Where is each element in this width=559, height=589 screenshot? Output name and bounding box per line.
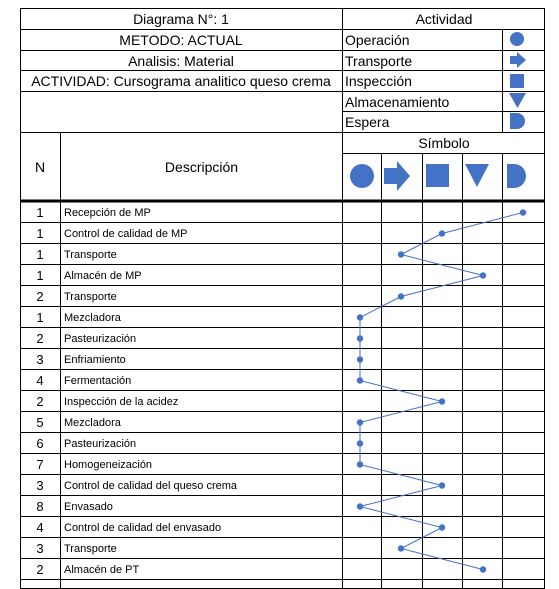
triangle-down-icon	[465, 164, 489, 187]
row-number: 2	[36, 562, 44, 577]
row-description: Recepción de MP	[64, 206, 151, 219]
flow-point	[398, 293, 404, 299]
legend-wait: Espera	[345, 114, 390, 130]
square-icon	[426, 164, 449, 187]
flow-point	[398, 545, 404, 551]
row-description: Transporte	[64, 290, 117, 303]
row-number: 1	[36, 268, 44, 283]
column-symbol-header: Símbolo	[418, 135, 470, 151]
row-description: Enfriamiento	[64, 353, 126, 366]
legend-storage: Almacenamiento	[345, 93, 450, 110]
circle-icon	[510, 32, 524, 46]
analysis-label: Analisis: Material	[128, 52, 234, 69]
column-n-header: N	[34, 159, 46, 175]
flow-point	[357, 440, 363, 446]
circle-icon	[350, 164, 374, 188]
row-number: 3	[36, 541, 44, 556]
row-number: 2	[36, 331, 44, 346]
flow-point	[439, 398, 445, 404]
legend-transport: Transporte	[345, 52, 413, 69]
flow-point	[398, 251, 404, 257]
row-description: Almacén de MP	[64, 269, 142, 282]
row-description: Transporte	[64, 248, 117, 261]
row-number: 4	[36, 373, 44, 388]
d-shape-icon	[507, 164, 526, 188]
flow-point	[480, 566, 486, 572]
row-description: Envasado	[64, 500, 113, 513]
row-number: 6	[36, 436, 44, 451]
square-icon	[510, 74, 524, 88]
activity-description: ACTIVIDAD: Cursograma analitico queso crema	[31, 73, 331, 89]
flow-point	[357, 356, 363, 362]
row-description: Mezcladora	[64, 311, 121, 324]
row-description: Homogeneización	[64, 458, 153, 471]
d-shape-icon	[510, 113, 525, 129]
row-description: Pasteurización	[64, 437, 137, 450]
row-description: Mezcladora	[64, 416, 121, 429]
row-number: 2	[36, 289, 44, 304]
row-number: 1	[36, 205, 44, 220]
flow-point	[520, 209, 526, 215]
arrow-right-icon	[510, 52, 526, 68]
arrow-right-icon	[384, 161, 410, 191]
row-number: 4	[36, 520, 44, 535]
diagram-number: Diagrama N°: 1	[133, 11, 229, 27]
flow-point	[439, 482, 445, 488]
row-description: Almacén de PT	[64, 563, 140, 576]
row-number: 7	[36, 457, 44, 472]
triangle-down-icon	[509, 93, 526, 108]
flow-point	[480, 272, 486, 278]
row-description: Inspección de la acidez	[64, 395, 179, 408]
row-description: Fermentación	[64, 374, 132, 387]
row-number: 3	[36, 352, 44, 367]
flow-point	[357, 335, 363, 341]
column-description-header: Descripción	[164, 159, 239, 175]
row-description: Control de calidad del envasado	[64, 521, 222, 534]
row-number: 1	[36, 310, 44, 325]
row-number: 8	[36, 499, 44, 514]
row-description: Control de calidad de MP	[64, 227, 188, 240]
row-number: 2	[36, 394, 44, 409]
flow-point	[357, 461, 363, 467]
flow-point	[439, 524, 445, 530]
flow-point	[357, 503, 363, 509]
row-number: 1	[36, 247, 44, 262]
row-description: Control de calidad del queso crema	[64, 479, 238, 492]
row-description: Transporte	[64, 542, 117, 555]
flow-point	[357, 314, 363, 320]
flow-point	[439, 230, 445, 236]
row-number: 3	[36, 478, 44, 493]
activity-title: Actividad	[415, 11, 473, 27]
legend-operation: Operación	[345, 32, 410, 48]
row-number: 1	[36, 226, 44, 241]
method-label: METODO: ACTUAL	[119, 32, 243, 48]
row-number: 5	[36, 415, 44, 430]
row-description: Pasteurización	[64, 332, 137, 345]
legend-inspection: Inspección	[345, 73, 412, 89]
flow-point	[357, 377, 363, 383]
flow-point	[357, 419, 363, 425]
